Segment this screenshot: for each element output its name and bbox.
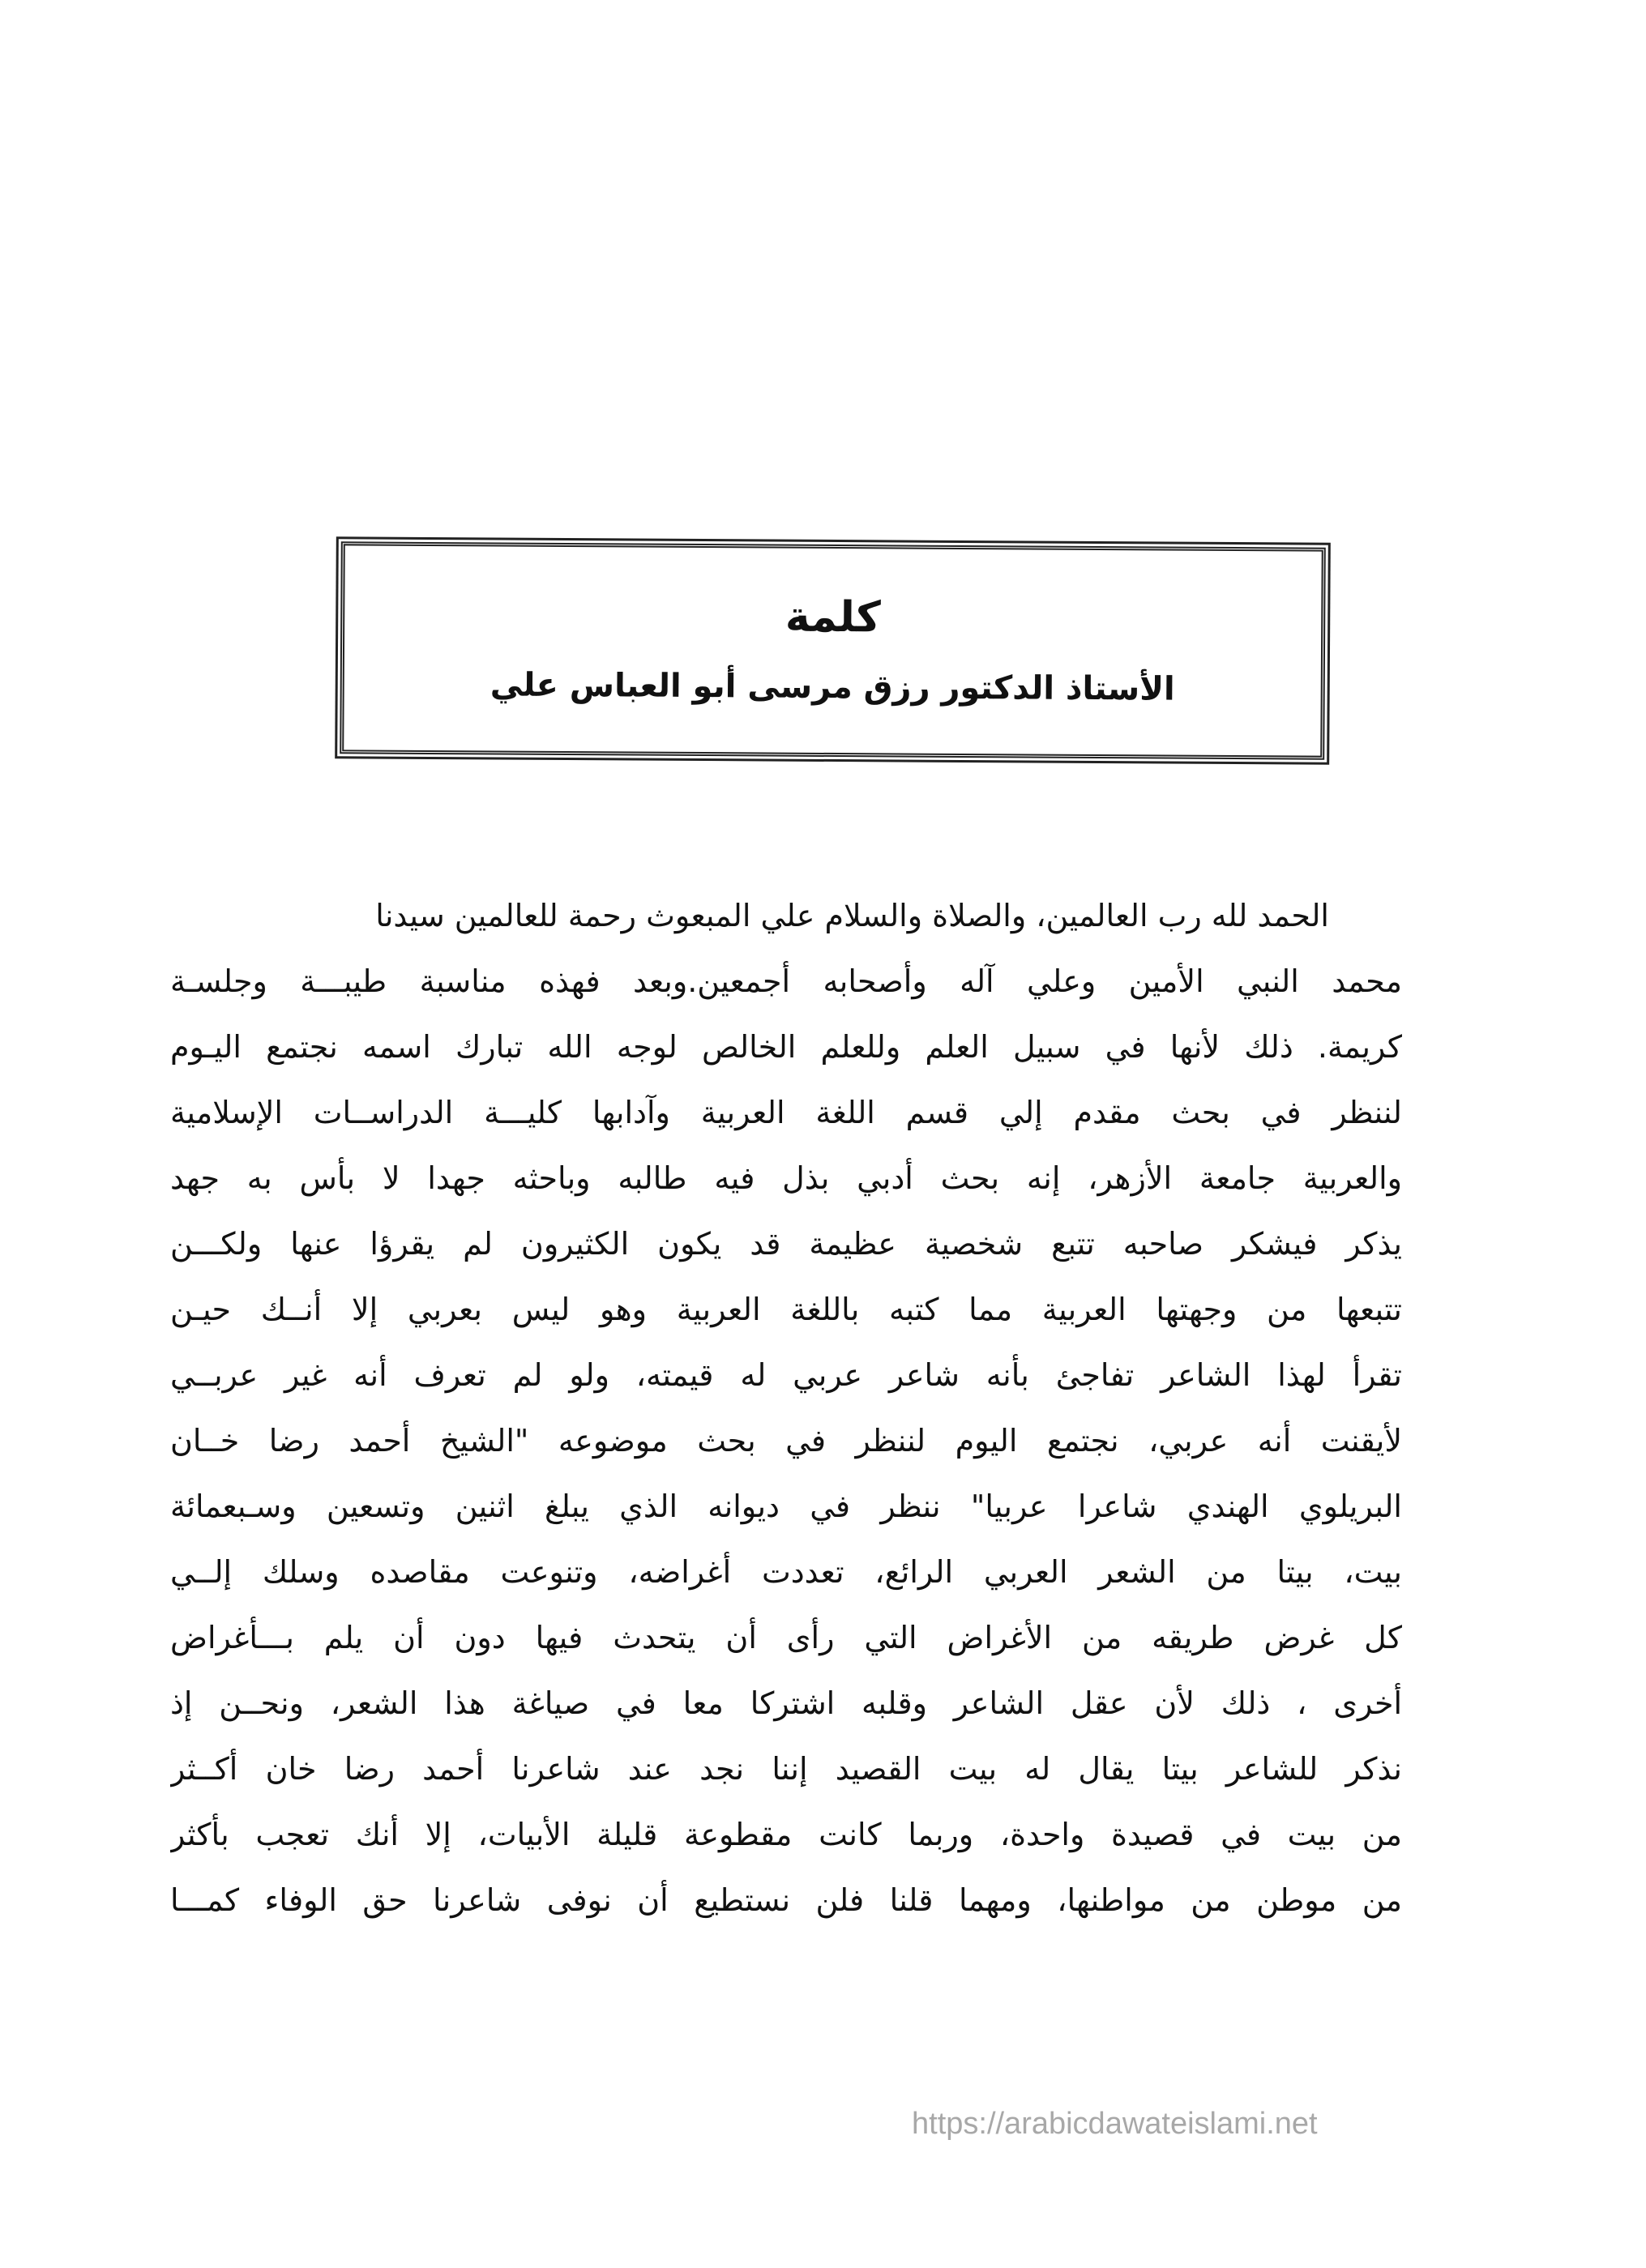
text-line: بيت، بيتا من الشعر العربي الرائع، تعددت أغراضه، وتنوعت مقاصده وسلك إلــي: [170, 1554, 1402, 1590]
text-line: تقرأ لهذا الشاعر تفاجئ بأنه شاعر عربي له قيمته، ولو لم تعرف أنه غير عربــي: [170, 1357, 1402, 1393]
text-line: من بيت في قصيدة واحدة، وربما كانت مقطوعة قليلة الأبيات، إلا أنك تعجب بأكثر: [170, 1817, 1402, 1852]
text-line: البريلوي الهندي شاعرا عربيا" ننظر في ديوانه الذي يبلغ اثنين وتسعين وسـبعمائة: [170, 1489, 1402, 1524]
text-line: نذكر للشاعر بيتا يقال له بيت القصيد إننا نجد عند شاعرنا أحمد رضا خان أكــثر: [170, 1751, 1402, 1787]
title-box: [340, 541, 1326, 759]
watermark-url: https://arabicdawateislami.net: [912, 2107, 1318, 2141]
page-title: كلمة: [785, 592, 881, 643]
text-line: محمد النبي الأمين وعلي آله وأصحابه أجمعين.وبعد فهذه مناسبة طيبـــة وجلسـة: [170, 963, 1402, 999]
text-line: كريمة. ذلك لأنها في سبيل العلم وللعلم الخالص لوجه الله تبارك اسمه نجتمع اليـوم: [170, 1029, 1402, 1065]
body-text: [170, 883, 1402, 1933]
text-line: لننظر في بحث مقدم إلي قسم اللغة العربية وآدابها كليـــة الدراســات الإسلامية: [170, 1095, 1402, 1130]
text-line: أخرى ، ذلك لأن عقل الشاعر وقلبه اشتركا معا في صياغة هذا الشعر، ونحــن إذ: [170, 1685, 1402, 1721]
text-line: والعربية جامعة الأزهر، إنه بحث أدبي بذل فيه طالبه وباحثه جهدا لا بأس به جهد: [170, 1160, 1402, 1196]
text-line: الحمد لله رب العالمين، والصلاة والسلام علي المبعوث رحمة للعالمين سيدنا: [375, 898, 1329, 933]
author-name: الأستاذ الدكتور رزق مرسى أبو العباس علي: [490, 666, 1175, 708]
text-line: تتبعها من وجهتها العربية مما كتبه باللغة العربية وهو ليس بعربي إلا أنــك حيـن: [170, 1292, 1402, 1327]
text-line: لأيقنت أنه عربي، نجتمع اليوم لننظر في بحث موضوعه "الشيخ أحمد رضا خــان: [170, 1423, 1402, 1459]
text-line: كل غرض طريقه من الأغراض التي رأى أن يتحدث فيها دون أن يلم بـــأغراض: [170, 1620, 1402, 1655]
text-line: من موطن من مواطنها، ومهما قلنا فلن نستطيع أن نوفى شاعرنا حق الوفاء كمـــا: [170, 1882, 1402, 1918]
text-line: يذكر فيشكر صاحبه تتبع شخصية عظيمة قد يكون الكثيرون لم يقرؤا عنها ولكـــن: [170, 1226, 1402, 1262]
